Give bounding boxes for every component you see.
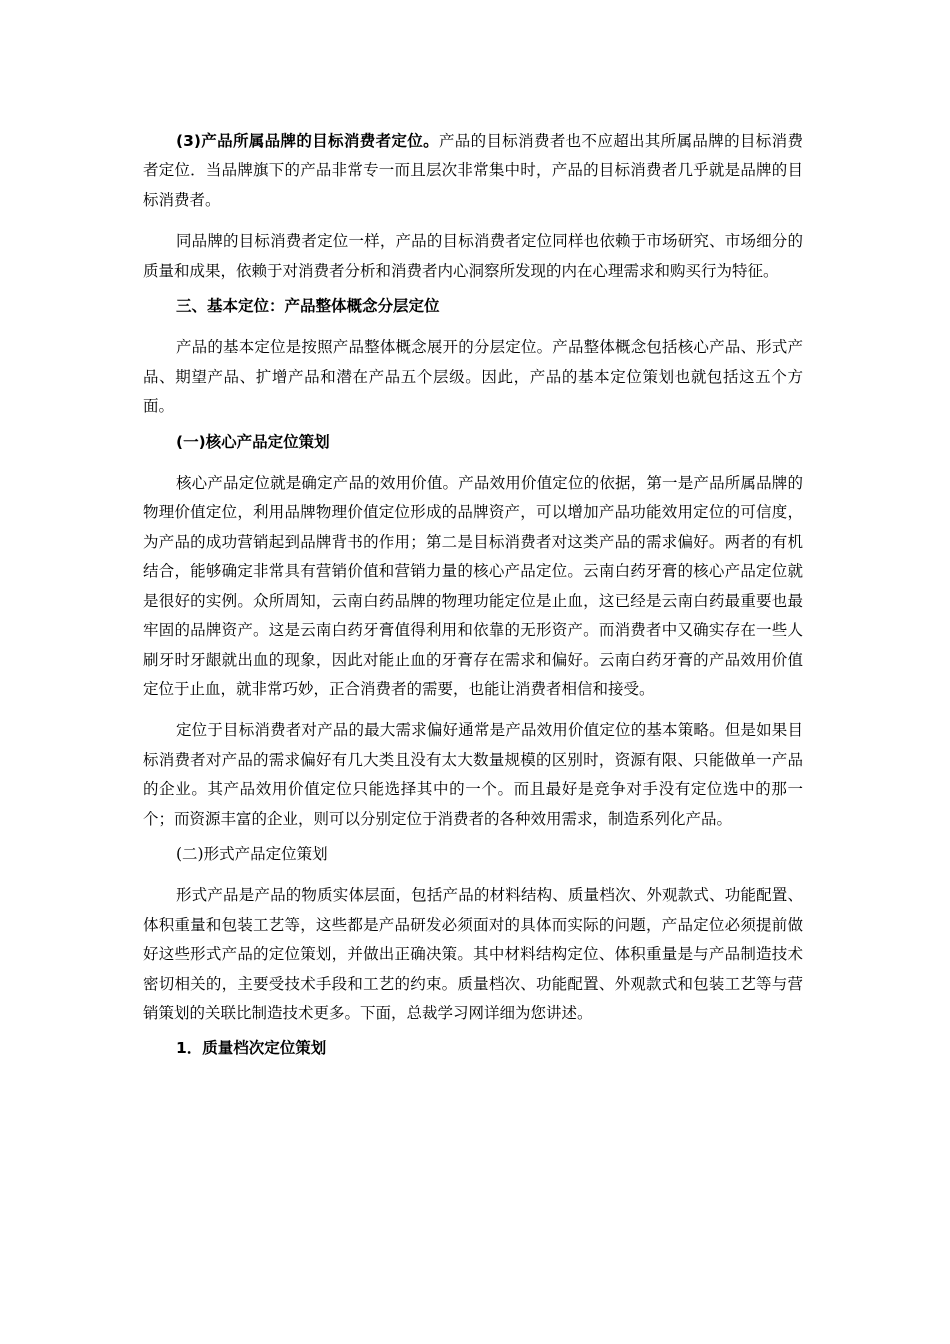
paragraph-lead-heading: (3)产品所属品牌的目标消费者定位。 <box>176 132 439 150</box>
paragraph-demand-preference: 定位于目标消费者对产品的最大需求偏好通常是产品效用价值定位的基本策略。但是如果目标消费者对产品的需求偏好有几大类且没有太大数量规模的区别时，资源有限、只能做单一产品的企业。其产品效用价值定位只能选择其中的一个。而且最好是竞争对手没有定位选中的那一个；而资源丰富的企业，则可以分别定位于消费者的各种效用需求，制造系列化产品。 <box>143 721 803 828</box>
section-heading-basic-positioning: 三、基本定位：产品整体概念分层定位 <box>176 297 440 316</box>
paragraph-core-product: 核心产品定位就是确定产品的效用价值。产品效用价值定位的依据，第一是产品所属品牌的物理价值定位，利用品牌物理价值定位形成的品牌资产，可以增加产品功能效用定位的可信度，为产品的成功营销起到品牌背书的作用；第二是目标消费者对这类产品的需求偏好。两者的有机结合，能够确定非常具有营销价值和营销力量的核心产品定位。云南白药牙膏的核心产品定位就是很好的实例。众所周知，云南白药品牌的物理功能定位是止血，这已经是云南白药最重要也最牢固的品牌资产。这是云南白药牙膏值得利用和依靠的无形资产。而消费者中又确实存在一些人刷牙时牙龈就出血的现象，因此对能止血的牙膏存在需求和偏好。云南白药牙膏的产品效用价值定位于止血，就非常巧妙，正合消费者的需要，也能让消费者相信和接受。 <box>143 474 803 698</box>
document-body <box>143 127 803 1064</box>
paragraph-text: 产品的目标消费者也不应超出其所属品牌的目标消费者定位．当品牌旗下的产品非常专一而且层次非常集中时，产品的目标消费者几乎就是品牌的目标消费者。 <box>143 132 803 209</box>
subheading-quality-grade: 1．质量档次定位策划 <box>176 1039 327 1058</box>
subheading-form-product: (二)形式产品定位策划 <box>176 844 328 863</box>
subheading-core-product: (一)核心产品定位策划 <box>176 432 330 451</box>
paragraph-target-consumer <box>143 127 803 215</box>
paragraph-same-brand: 同品牌的目标消费者定位一样，产品的目标消费者定位同样也依赖于市场研究、市场细分的质量和成果，依赖于对消费者分析和消费者内心洞察所发现的内在心理需求和购买行为特征。 <box>143 232 803 280</box>
paragraph-basic-positioning: 产品的基本定位是按照产品整体概念展开的分层定位。产品整体概念包括核心产品、形式产品、期望产品、扩增产品和潜在产品五个层级。因此，产品的基本定位策划也就包括这五个方面。 <box>143 338 803 416</box>
paragraph-form-product: 形式产品是产品的物质实体层面，包括产品的材料结构、质量档次、外观款式、功能配置、体积重量和包装工艺等，这些都是产品研发必须面对的具体而实际的问题，产品定位必须提前做好这些形式产品的定位策划，并做出正确决策。其中材料结构定位、体积重量是与产品制造技术密切相关的，主要受技术手段和工艺的约束。质量档次、功能配置、外观款式和包装工艺等与营销策划的关联比制造技术更多。下面，总裁学习网详细为您讲述。 <box>143 886 803 1022</box>
